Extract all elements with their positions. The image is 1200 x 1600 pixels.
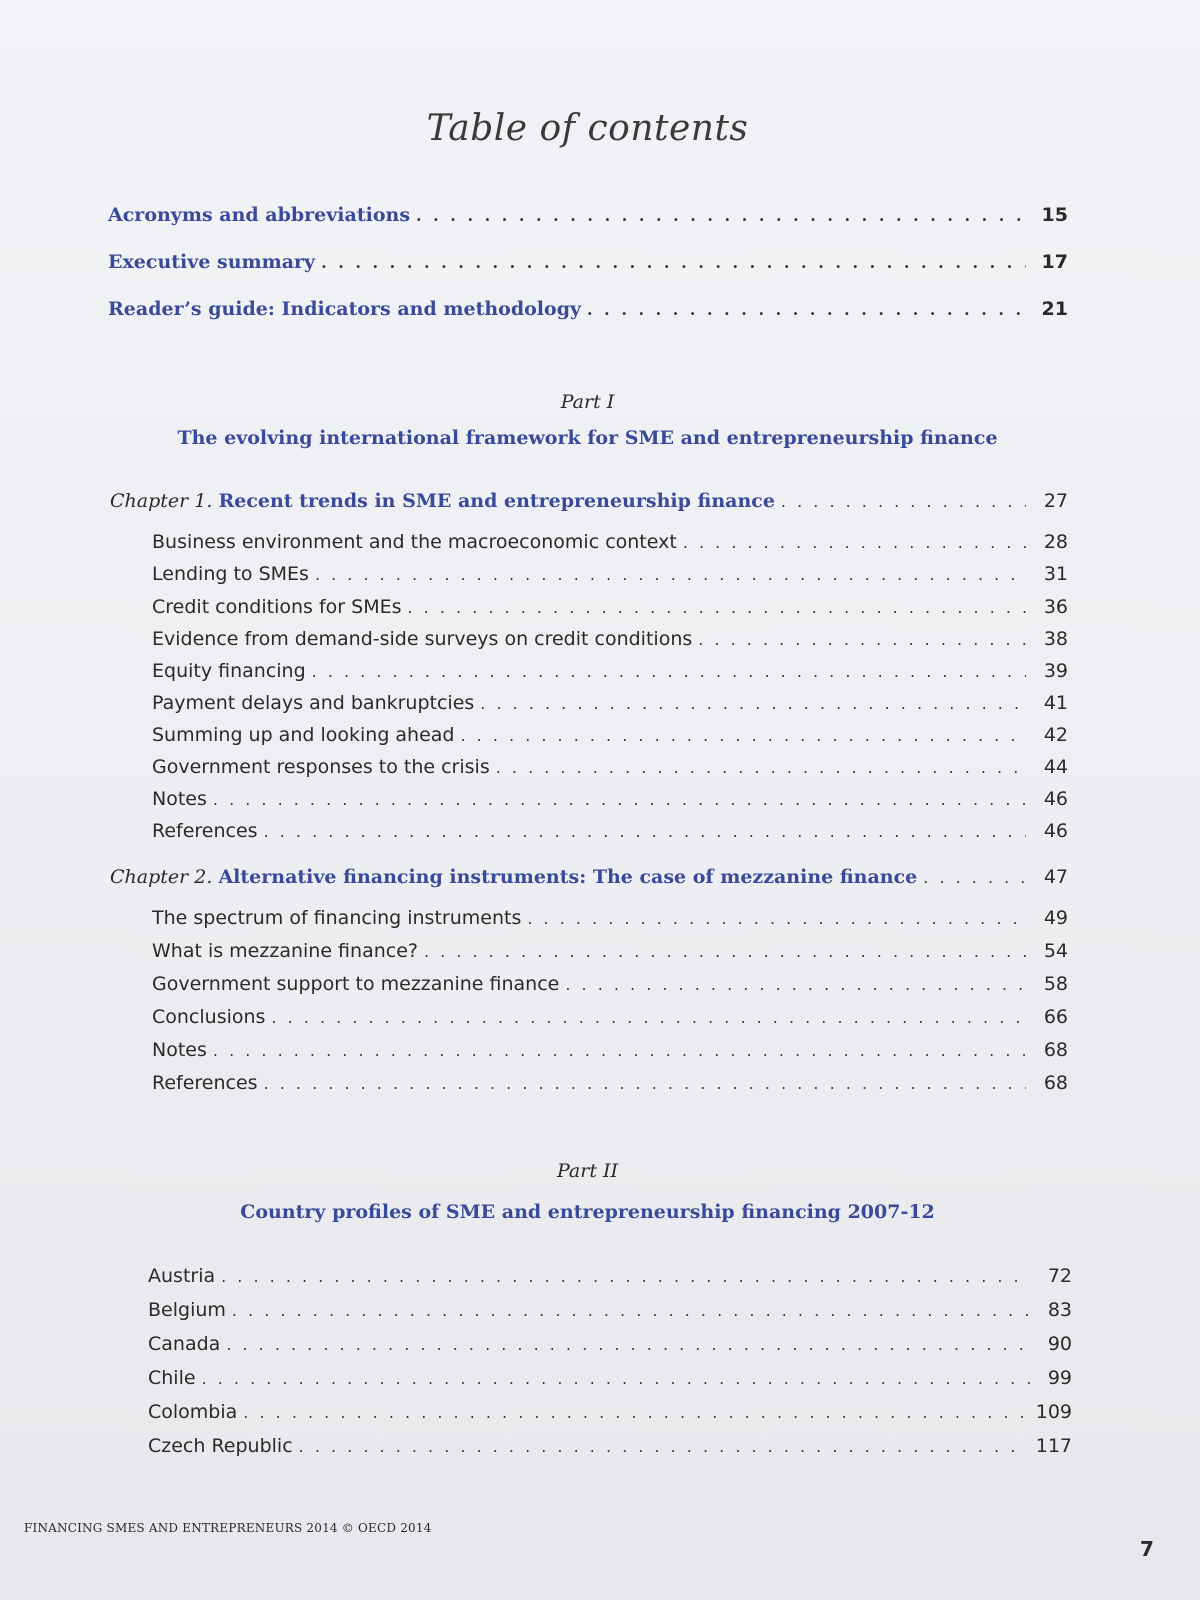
toc-section[interactable] [152,1072,1068,1094]
toc-section[interactable] [152,724,1068,746]
toc-section-label: Government support to mezzanine finance [152,973,560,995]
toc-page-number: 44 [1043,756,1068,778]
toc-page-number: 46 [1043,820,1068,842]
toc-page-number: 31 [1043,563,1068,585]
toc-section[interactable] [152,628,1068,650]
toc-section-label: Notes [152,1039,207,1061]
toc-page-number: 38 [1043,628,1068,650]
page-footer: FINANCING SMES AND ENTREPRENEURS 2014 © OECD 2014 [24,1521,432,1535]
toc-section-label: References [152,820,258,842]
toc-page-number: 109 [1035,1401,1072,1423]
toc-page-number: 58 [1043,973,1068,995]
page-title: Table of contents [426,108,749,149]
dot-leader [461,726,1027,745]
toc-page-number: 90 [1047,1333,1072,1355]
toc-section-label: References [152,1072,258,1094]
toc-page-number: 117 [1035,1435,1072,1457]
toc-country-label: Chile [148,1367,196,1389]
dot-leader [923,868,1026,887]
dot-leader [408,598,1027,617]
dot-leader [698,630,1026,649]
toc-section[interactable] [152,907,1068,929]
toc-section[interactable] [152,596,1068,618]
dot-leader [226,1335,1030,1354]
dot-leader [683,533,1026,552]
toc-chapter-1[interactable] [110,490,1068,512]
dot-leader [232,1301,1030,1320]
chapter-title: Alternative financing instruments: The case of mezzanine finance [218,866,918,888]
part-1-title[interactable]: The evolving international framework for SME and entrepreneurship finance [177,427,998,449]
toc-country-label: Austria [148,1265,216,1287]
dot-leader [424,942,1026,961]
toc-section-label: Government responses to the crisis [152,756,490,778]
toc-section[interactable] [152,660,1068,682]
toc-section[interactable] [152,973,1068,995]
toc-section-label: Conclusions [152,1006,266,1028]
chapter-heading [110,866,917,888]
dot-leader [312,662,1026,681]
toc-page-number: 72 [1047,1265,1072,1287]
toc-page-number: 49 [1043,907,1068,929]
page-number: 7 [1140,1537,1154,1561]
toc-page-number: 66 [1043,1006,1068,1028]
dot-leader [587,300,1026,319]
dot-leader [416,206,1026,225]
toc-section-label: Business environment and the macroeconomic context [152,531,677,553]
toc-section[interactable] [152,563,1068,585]
dot-leader [496,758,1026,777]
toc-page-number: 41 [1043,692,1068,714]
dot-leader [271,1008,1026,1027]
toc-section[interactable] [152,692,1068,714]
dot-leader [781,492,1026,511]
chapter-title: Recent trends in SME and entrepreneurship finance [218,490,775,512]
toc-section-label: Notes [152,788,207,810]
toc-section[interactable] [152,531,1068,553]
toc-entry-label: Executive summary [108,251,316,273]
toc-entry-label: Acronyms and abbreviations [108,204,411,226]
dot-leader [243,1403,1027,1422]
toc-page-number: 68 [1043,1072,1068,1094]
dot-leader [480,694,1026,713]
chapter-heading [110,490,775,512]
toc-country-label: Belgium [148,1299,226,1321]
toc-entry-readers-guide[interactable] [108,298,1068,320]
toc-country[interactable] [148,1299,1072,1321]
dot-leader [213,1041,1026,1060]
dot-leader [221,1267,1030,1286]
toc-page-number: 27 [1043,490,1068,512]
dot-leader [264,822,1026,841]
toc-country[interactable] [148,1401,1072,1423]
dot-leader [527,909,1026,928]
dot-leader [202,1369,1030,1388]
toc-country-label: Czech Republic [148,1435,293,1457]
toc-page-number: 54 [1043,940,1068,962]
chapter-prefix: Chapter 1. [110,490,219,512]
dot-leader [299,1437,1028,1456]
toc-section-label: Equity financing [152,660,306,682]
toc-page-number: 28 [1043,531,1068,553]
toc-section-label: The spectrum of financing instruments [152,907,522,929]
toc-section[interactable] [152,1039,1068,1061]
part-2-title[interactable]: Country profiles of SME and entrepreneurship financing 2007-12 [240,1201,935,1223]
toc-section-label: Summing up and looking ahead [152,724,455,746]
toc-section-label: What is mezzanine finance? [152,940,418,962]
dot-leader [264,1074,1026,1093]
toc-country[interactable] [148,1435,1072,1457]
chapter-prefix: Chapter 2. [110,866,219,888]
toc-entry-executive-summary[interactable] [108,251,1068,273]
dot-leader [213,790,1026,809]
toc-section-label: Lending to SMEs [152,563,309,585]
part-1-label: Part I [560,391,615,413]
toc-section-label: Evidence from demand-side surveys on credit conditions [152,628,693,650]
toc-page-number: 42 [1043,724,1068,746]
toc-section[interactable] [152,940,1068,962]
toc-entry-label: Reader’s guide: Indicators and methodology [108,298,582,320]
toc-country-label: Canada [148,1333,221,1355]
toc-country[interactable] [148,1367,1072,1389]
toc-country-label: Colombia [148,1401,238,1423]
toc-section[interactable] [152,1006,1068,1028]
toc-section[interactable] [152,820,1068,842]
part-2-label: Part II [556,1160,619,1182]
toc-page-number: 47 [1043,866,1068,888]
dot-leader [321,253,1026,272]
toc-country[interactable] [148,1265,1072,1287]
toc-chapter-2[interactable] [110,866,1068,888]
toc-page-number: 39 [1043,660,1068,682]
toc-page-number: 68 [1043,1039,1068,1061]
toc-section-label: Credit conditions for SMEs [152,596,402,618]
toc-page-number: 36 [1043,596,1068,618]
toc-page-number: 17 [1041,251,1068,273]
toc-page-number: 46 [1043,788,1068,810]
toc-page-number: 21 [1041,298,1068,320]
dot-leader [315,565,1026,584]
toc-entry-acronyms[interactable] [108,204,1068,226]
toc-page-number: 83 [1047,1299,1072,1321]
toc-page-number: 99 [1047,1367,1072,1389]
toc-section[interactable] [152,788,1068,810]
toc-country[interactable] [148,1333,1072,1355]
toc-page-number: 15 [1041,204,1068,226]
toc-section-label: Payment delays and bankruptcies [152,692,475,714]
dot-leader [565,975,1026,994]
toc-section[interactable] [152,756,1068,778]
